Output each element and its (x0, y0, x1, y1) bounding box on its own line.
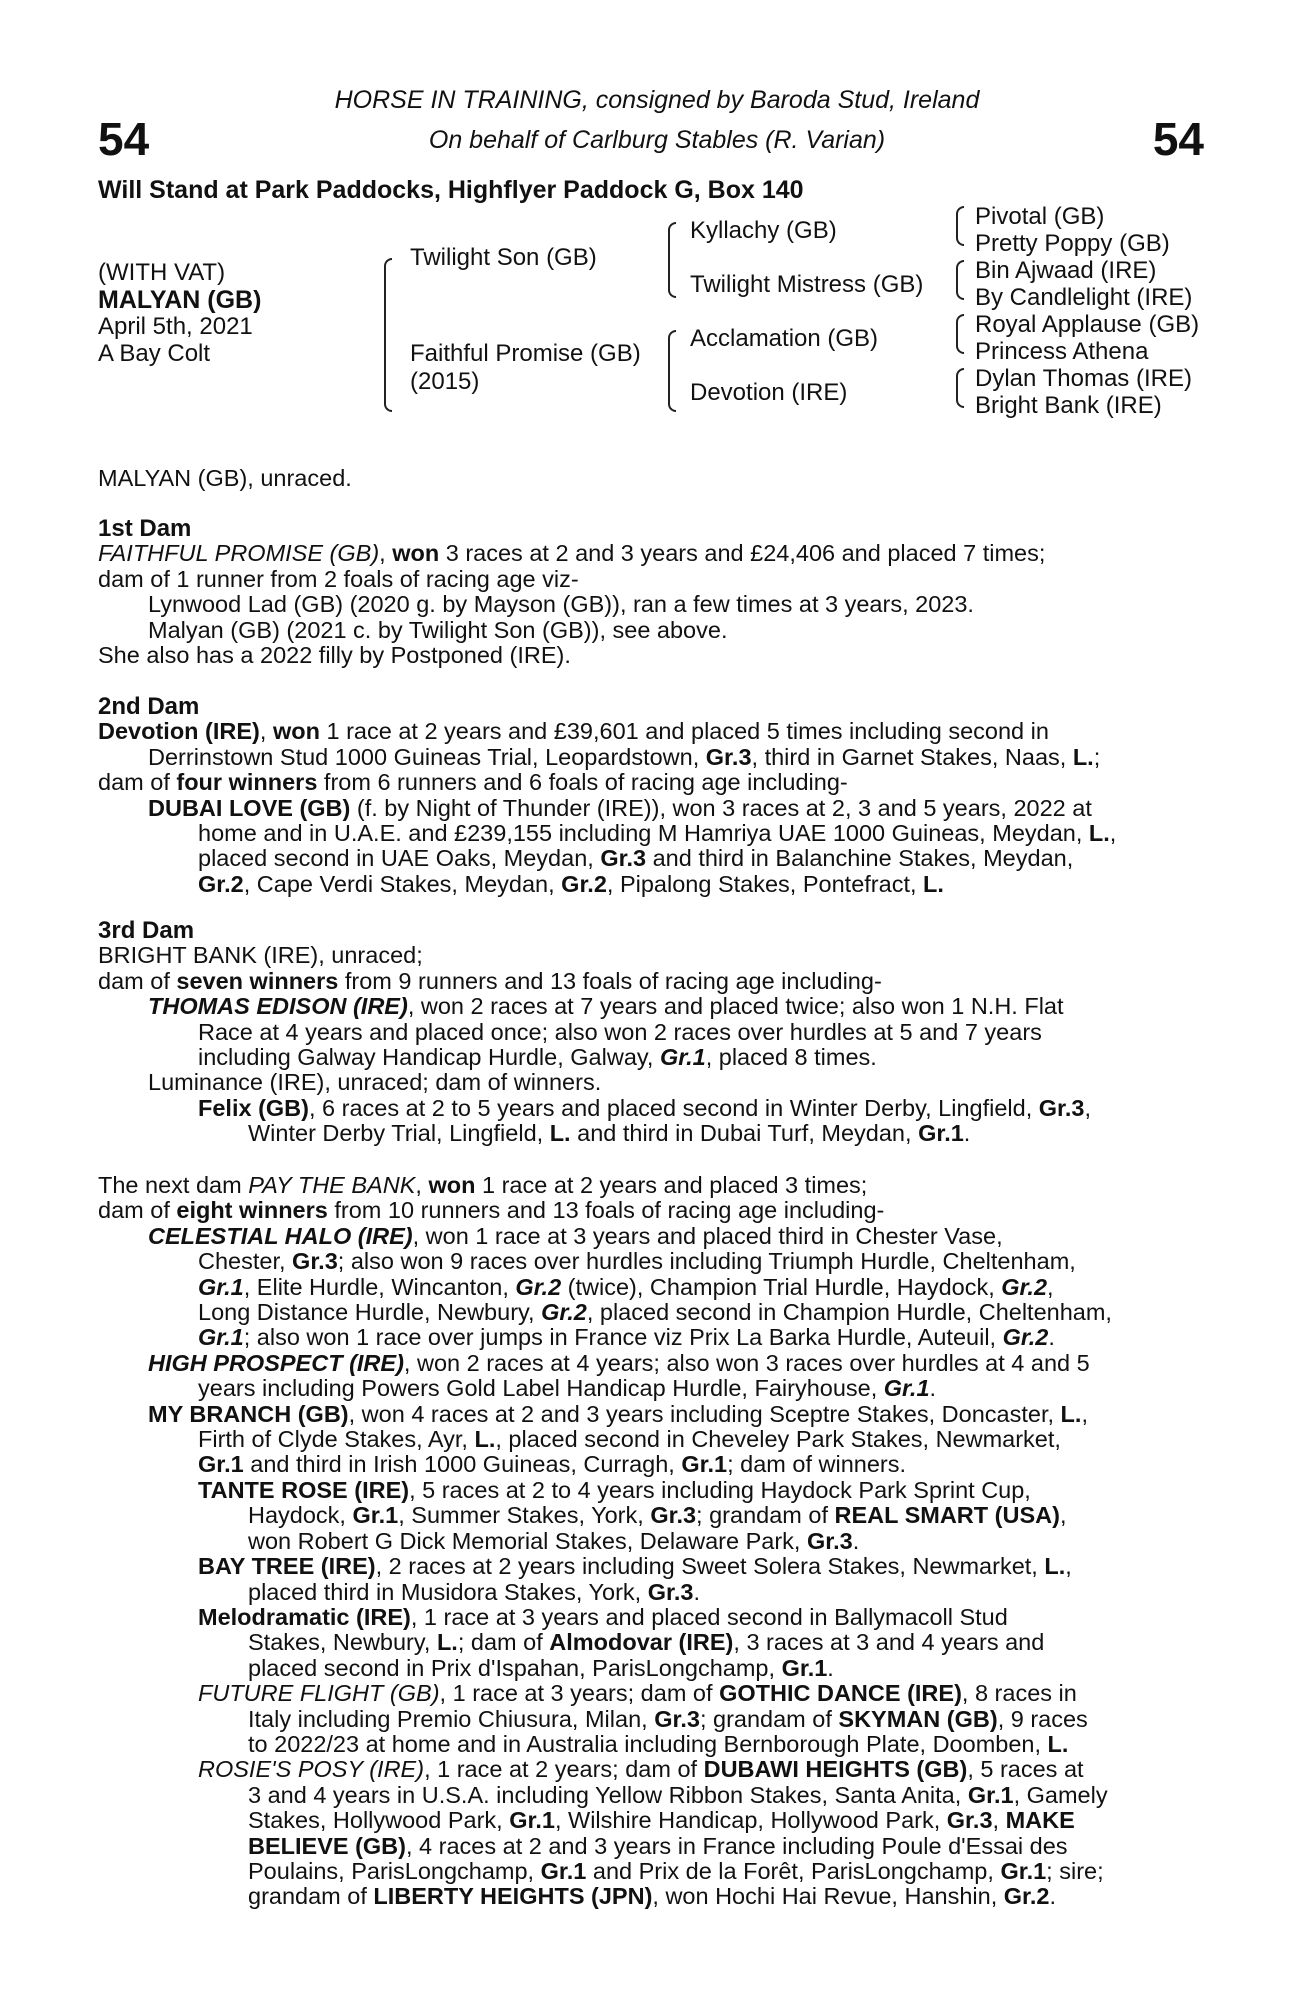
rosies-posy-e-grade-1: Gr.1 (540, 1857, 587, 1884)
lot-number-left: 54 (98, 113, 150, 165)
thomas-edison-entry (98, 994, 1203, 1070)
future-flight-entry (98, 1681, 1203, 1757)
first-dam-foal-2: Malyan (GB) (2021 c. by Twilight Son (GB)), see above. (148, 616, 728, 643)
celestial-halo-d1: Long Distance Hurdle, Newbury, (198, 1299, 542, 1326)
felix-a-grade: Gr.3 (1038, 1094, 1085, 1121)
dam-brace (668, 330, 676, 412)
celestial-halo-name: CELESTIAL HALO (IRE) (148, 1222, 413, 1249)
consignor-line: HORSE IN TRAINING, consigned by Baroda Stud, Ireland (334, 86, 980, 114)
second-dam-progeny-winners: four winners (176, 769, 318, 796)
tante-rose-b-grade: Gr.1 (352, 1502, 399, 1529)
third-dam-name: BRIGHT BANK (IRE), unraced; (98, 942, 423, 969)
dubai-love-a: (f. by Night of Thunder (IRE)), won 3 races at 2, 3 and 5 years, 2022 at (350, 794, 1092, 821)
thomas-edison-b: Race at 4 years and placed once; also won 2 races over hurdles at 5 and 7 years (198, 1018, 1042, 1045)
rosies-posy-c-grade-2: Gr.3 (946, 1807, 993, 1834)
second-dam-record-a: 1 race at 2 years and £39,601 and placed 5 times including second in (319, 718, 1049, 745)
celestial-halo-e-grade-1: Gr.1 (198, 1324, 244, 1351)
foaling-date: April 5th, 2021 (98, 313, 253, 340)
first-dam-name: FAITHFUL PROMISE (GB) (98, 540, 380, 567)
future-flight-b2: ; grandam of (699, 1705, 839, 1732)
my-branch-c1: and third in Irish 1000 Guineas, Curragh, (243, 1451, 682, 1478)
high-prospect-a: , won 2 races at 4 years; also won 3 races over hurdles at 4 and 5 (403, 1349, 1090, 1376)
horse-name: MALYAN (GB) (98, 286, 262, 314)
my-branch-a-listed: L. (1060, 1400, 1082, 1427)
third-dam-progeny-a: dam of (98, 967, 177, 994)
gen3-brace-2 (956, 260, 964, 300)
race-summary: MALYAN (GB), unraced. (98, 465, 352, 491)
next-dam-progeny-a: dam of (98, 1197, 177, 1224)
thomas-edison-c1: including Galway Handicap Hurdle, Galway, (198, 1044, 660, 1071)
gen3-dsd: Princess Athena (975, 338, 1149, 365)
next-dam-won: won (428, 1172, 476, 1198)
celestial-halo-b2: ; also won 9 races over hurdles including Triumph Hurdle, Cheltenham, (337, 1248, 1076, 1275)
rosies-posy-b-grade: Gr.1 (967, 1781, 1014, 1808)
gothic-dance-name: GOTHIC DANCE (IRE) (719, 1680, 962, 1707)
my-branch-name: MY BRANCH (GB) (148, 1400, 349, 1427)
celestial-halo-c-grade-2: Gr.2 (515, 1273, 562, 1300)
melodramatic-b-listed: L. (436, 1629, 458, 1656)
bay-tree-a2: , (1065, 1553, 1072, 1580)
sire-brace (668, 222, 676, 298)
gen3-ssd: Pretty Poppy (GB) (975, 230, 1170, 257)
felix-b2: and third in Dubai Turf, Meydan, (570, 1120, 919, 1147)
tante-rose-entry (98, 1478, 1203, 1554)
celestial-halo-c2: (twice), Champion Trial Hurdle, Haydock, (561, 1273, 1002, 1300)
second-dam-name: Devotion (IRE) (98, 718, 260, 745)
melodramatic-c1: placed second in Prix d'Ispahan, ParisLongchamp, (248, 1654, 782, 1681)
felix-name: Felix (GB) (198, 1094, 309, 1121)
gen3-dds: Dylan Thomas (IRE) (975, 365, 1192, 392)
celestial-halo-d-grade: Gr.2 (541, 1299, 587, 1326)
next-dam-intro-a: The next dam (98, 1172, 249, 1198)
gen3-dss: Royal Applause (GB) (975, 311, 1200, 338)
future-flight-b3: , 9 races (997, 1705, 1088, 1732)
real-smart-name: REAL SMART (USA) (834, 1502, 1060, 1529)
tante-rose-b4: , (1059, 1502, 1067, 1529)
melodramatic-c2: . (827, 1654, 834, 1681)
dubai-love-entry (98, 796, 1203, 898)
celestial-halo-e-grade-2: Gr.2 (1002, 1324, 1049, 1351)
celestial-halo-b-grade: Gr.3 (292, 1248, 338, 1275)
high-prospect-grade: Gr.1 (883, 1375, 930, 1402)
bay-tree-b1: placed third in Musidora Stakes, York, (248, 1578, 648, 1605)
second-dam-progeny-a: dam of (98, 769, 177, 796)
future-flight-name: FUTURE FLIGHT (GB) (198, 1680, 440, 1707)
bay-tree-a1: , 2 races at 2 years including Sweet Solera Stakes, Newmarket, (375, 1553, 1045, 1580)
rosies-posy-b1: 3 and 4 years in U.S.A. including Yellow Ribbon Stakes, Santa Anita, (248, 1781, 968, 1808)
future-flight-b-grade: Gr.3 (654, 1705, 700, 1732)
rosies-posy-name: ROSIE'S POSY (IRE) (198, 1756, 425, 1783)
horse-description: A Bay Colt (98, 340, 211, 367)
my-branch-b1: Firth of Clyde Stakes, Ayr, (198, 1426, 475, 1453)
celestial-halo-entry (98, 1224, 1203, 1351)
melodramatic-c-grade: Gr.1 (781, 1654, 828, 1681)
dubai-love-d2: , Pipalong Stakes, Pontefract, (606, 870, 924, 897)
third-dam-heading: 3rd Dam (98, 917, 195, 944)
dubai-love-d-grade-1: Gr.2 (198, 870, 244, 897)
make-believe-name-a: MAKE (1005, 1807, 1075, 1834)
lot-number-right: 54 (1152, 113, 1204, 165)
felix-entry (98, 1096, 1203, 1147)
tante-rose-b-grade-2: Gr.3 (650, 1502, 697, 1529)
tante-rose-c2: . (852, 1527, 860, 1554)
second-dam-record-grade: Gr.3 (705, 743, 752, 770)
my-branch-a1: , won 4 races at 2 and 3 years including Sceptre Stakes, Doncaster, (348, 1400, 1061, 1427)
rosies-posy-f2: , won Hochi Hai Revue, Hanshin, (652, 1883, 1004, 1910)
skyman-name: SKYMAN (GB) (838, 1705, 998, 1732)
dubai-love-d-listed: L. (923, 870, 944, 897)
thomas-edison-c2: , placed 8 times. (705, 1044, 877, 1071)
felix-b-grade: Gr.1 (918, 1120, 964, 1147)
third-dam-section (98, 918, 1203, 1147)
gen3-ddd: Bright Bank (IRE) (975, 392, 1162, 419)
make-believe-name-b: BELIEVE (GB) (248, 1832, 406, 1859)
bay-tree-b-grade: Gr.3 (647, 1578, 694, 1605)
my-branch-a2: , (1081, 1400, 1088, 1427)
sire-sire: Kyllachy (GB) (690, 217, 837, 244)
dam-year: (2015) (410, 368, 480, 395)
gen3-brace-4 (956, 368, 964, 408)
celestial-halo-e2: . (1048, 1324, 1055, 1351)
rosies-posy-a2: , 5 races at (967, 1756, 1084, 1783)
gen3-brace-3 (956, 314, 964, 354)
on-behalf-line: On behalf of Carlburg Stables (R. Varian) (428, 126, 886, 154)
gen3-brace-1 (956, 206, 964, 246)
rosies-posy-b2: , Gamely (1013, 1781, 1108, 1808)
my-branch-b-listed: L. (474, 1426, 496, 1453)
melodramatic-b3: , 3 races at 3 and 4 years and (733, 1629, 1045, 1656)
rosies-posy-e3: ; sire; (1046, 1857, 1104, 1884)
melodramatic-b2: ; dam of (457, 1629, 550, 1656)
gen3-sss: Pivotal (GB) (975, 203, 1105, 230)
thomas-edison-name: THOMAS EDISON (IRE) (148, 993, 408, 1020)
second-dam-record-listed: L. (1072, 743, 1094, 770)
my-branch-c-grade-1: Gr.1 (198, 1451, 244, 1478)
felix-a2: , (1084, 1094, 1092, 1121)
next-dam-section (98, 1173, 1203, 1910)
celestial-halo-a: , won 1 race at 3 years and placed third in Chester Vase, (412, 1222, 1003, 1249)
felix-b1: Winter Derby Trial, Lingfield, (248, 1120, 550, 1147)
vat-note: (WITH VAT) (98, 259, 226, 286)
dubai-love-d-grade-2: Gr.2 (561, 870, 607, 897)
rosies-posy-a1: , 1 race at 2 years; dam of (424, 1756, 704, 1783)
bay-tree-name: BAY TREE (IRE) (198, 1553, 376, 1580)
dubawi-heights-name: DUBAWI HEIGHTS (GB) (703, 1756, 968, 1783)
rosies-posy-c2: , Wilshire Handicap, Hollywood Park, (554, 1807, 947, 1834)
thomas-edison-a: , won 2 races at 7 years and placed twice; also won 1 N.H. Flat (407, 993, 1064, 1020)
my-branch-c-grade-2: Gr.1 (681, 1451, 728, 1478)
pedigree-brace (384, 258, 392, 412)
liberty-heights-name: LIBERTY HEIGHTS (JPN) (373, 1883, 653, 1910)
second-dam-section: 2nd Dam Devotion (IRE), won 1 race at 2 years and £39,601 and placed 5 times including second in Derrinstown Stud 1000 Guineas Trial, Leopardstown, Gr.3, third in Garnet Stakes, Naas, L.; dam of four winners from 6 runners and 6 foals of racing age including- DUBAI LOVE (GB) (f. by Night of Thunder (IRE)), won 3 races at 2, 3 and 5 years, 2022 at home and in U.A.E. and £239,155 including M Hamriya UAE 1000 Guineas, Meydan, L., placed second in UAE Oaks, Meydan, Gr.3 and third in Balanchine Stakes, Meydan, Gr.2, Cape Verdi Stakes, Meydan, Gr.2, Pipalong Stakes, Pontefract, L. (98, 694, 1203, 897)
future-flight-c-listed: L. (1047, 1730, 1069, 1757)
rosies-posy-f1: grandam of (248, 1883, 374, 1910)
tante-rose-c-grade: Gr.3 (806, 1527, 853, 1554)
dubai-love-d1: , Cape Verdi Stakes, Meydan, (243, 870, 562, 897)
luminance-entry: Luminance (IRE), unraced; dam of winners. (148, 1069, 602, 1096)
stand-location: Will Stand at Park Paddocks, Highflyer Paddock G, Box 140 (98, 176, 804, 204)
first-dam-heading: 1st Dam (98, 515, 192, 542)
celestial-halo-c-grade-3: Gr.2 (1001, 1273, 1048, 1300)
first-dam-won: won (392, 540, 440, 567)
felix-a1: , 6 races at 2 to 5 years and placed second in Winter Derby, Lingfield, (308, 1094, 1039, 1121)
tante-rose-b3: ; grandam of (696, 1502, 835, 1529)
melodramatic-entry (98, 1605, 1203, 1681)
high-prospect-b2: . (929, 1375, 937, 1402)
dam-name: Faithful Promise (GB) (410, 340, 641, 367)
rosies-posy-entry (98, 1757, 1203, 1909)
tante-rose-b1: Haydock, (248, 1502, 353, 1529)
high-prospect-name: HIGH PROSPECT (IRE) (148, 1349, 404, 1376)
celestial-halo-c3: , (1047, 1273, 1054, 1300)
tante-rose-a: , 5 races at 2 to 4 years including Haydock Park Sprint Cup, (409, 1476, 1031, 1503)
third-dam-progeny-winners: seven winners (176, 967, 339, 994)
bay-tree-a-listed: L. (1044, 1553, 1066, 1580)
rosies-posy-e-grade-2: Gr.1 (1000, 1857, 1047, 1884)
high-prospect-b1: years including Powers Gold Label Handicap Hurdle, Fairyhouse, (198, 1375, 884, 1402)
celestial-halo-e1: ; also won 1 race over jumps in France viz Prix La Barka Hurdle, Auteuil, (243, 1324, 1003, 1351)
next-dam-intro-c: 1 race at 2 years and placed 3 times; (475, 1172, 868, 1198)
rosies-posy-c3: , (992, 1807, 1006, 1834)
rosies-posy-e2: and Prix de la Forêt, ParisLongchamp, (586, 1857, 1001, 1884)
my-branch-c2: ; dam of winners. (727, 1451, 907, 1478)
next-dam-progeny-c: from 10 runners and 13 foals of racing age including- (327, 1197, 885, 1224)
rosies-posy-e1: Poulains, ParisLongchamp, (248, 1857, 541, 1884)
second-dam-record-b2: , third in Garnet Stakes, Naas, (751, 743, 1073, 770)
first-dam-foal-1: Lynwood Lad (GB) (2020 g. by Mayson (GB)), ran a few times at 3 years, 2023. (148, 591, 974, 618)
my-branch-b2: , placed second in Cheveley Park Stakes, Newmarket, (495, 1426, 1061, 1453)
melodramatic-b1: Stakes, Newbury, (248, 1629, 437, 1656)
dubai-love-c1: placed second in UAE Oaks, Meydan, (198, 845, 601, 872)
rosies-posy-c1: Stakes, Hollywood Park, (248, 1807, 510, 1834)
rosies-posy-c-grade-1: Gr.1 (509, 1807, 555, 1834)
sire-name: Twilight Son (GB) (410, 244, 597, 271)
celestial-halo-c1: , Elite Hurdle, Wincanton, (243, 1273, 516, 1300)
tante-rose-name: TANTE ROSE (IRE) (198, 1476, 410, 1503)
dubai-love-c2: and third in Balanchine Stakes, Meydan, (646, 845, 1074, 872)
celestial-halo-d2: , placed second in Champion Hurdle, Cheltenham, (586, 1299, 1112, 1326)
bay-tree-b2: . (693, 1578, 700, 1605)
future-flight-c1: to 2022/23 at home and in Australia including Bernborough Plate, Doomben, (248, 1730, 1048, 1757)
first-dam-section: 1st Dam FAITHFUL PROMISE (GB), won 3 races at 2 and 3 years and £24,406 and placed 7 times; dam of 1 runner from 2 foals of racing age viz- Lynwood Lad (GB) (2020 g. by Mayson (GB)), ran a few times at 3 years, 2023. Malyan (GB) (2021 c. by Twilight Son (GB)), see above. She also has a 2022 filly by Postponed (IRE). (98, 516, 1203, 668)
dam-sire: Acclamation (GB) (690, 325, 879, 352)
second-dam-heading: 2nd Dam (98, 693, 200, 720)
melodramatic-a: , 1 race at 3 years and placed second in Ballymacoll Stud (410, 1603, 1008, 1630)
dubai-love-c-grade: Gr.3 (600, 845, 647, 872)
second-dam-record-b3: ; (1093, 743, 1101, 770)
felix-b-listed: L. (549, 1120, 571, 1147)
second-dam-won: won (272, 718, 320, 745)
first-dam-progeny: dam of 1 runner from 2 foals of racing age viz- (98, 565, 579, 592)
tante-rose-c1: won Robert G Dick Memorial Stakes, Delaware Park, (248, 1527, 807, 1554)
first-dam-record: 3 races at 2 and 3 years and £24,406 and placed 7 times; (439, 540, 1046, 567)
my-branch-entry (98, 1402, 1203, 1478)
future-flight-a1: , 1 race at 3 years; dam of (439, 1680, 720, 1707)
next-dam-progeny-winners: eight winners (176, 1197, 328, 1224)
bay-tree-entry (98, 1554, 1203, 1605)
celestial-halo-c-grade-1: Gr.1 (198, 1273, 244, 1300)
next-dam-name: PAY THE BANK (248, 1172, 416, 1198)
second-dam-progeny-c: from 6 runners and 6 foals of racing age including- (317, 769, 848, 796)
rosies-posy-f-grade: Gr.2 (1003, 1883, 1050, 1910)
thomas-edison-grade: Gr.1 (659, 1044, 706, 1071)
next-dam-intro-b: , (415, 1172, 429, 1198)
almodovar-name: Almodovar (IRE) (549, 1629, 734, 1656)
first-dam-note: She also has a 2022 filly by Postponed (IRE). (98, 642, 571, 669)
celestial-halo-b1: Chester, (198, 1248, 293, 1275)
third-dam-progeny-c: from 9 runners and 13 foals of racing age including- (338, 967, 882, 994)
gen3-sdd: By Candlelight (IRE) (975, 284, 1193, 311)
gen3-sds: Bin Ajwaad (IRE) (975, 257, 1157, 284)
felix-b3: . (963, 1120, 971, 1147)
high-prospect-entry (98, 1351, 1203, 1402)
rosies-posy-d1: , 4 races at 2 and 3 years in France including Poule d'Essai des (405, 1832, 1068, 1859)
dubai-love-b1: home and in U.A.E. and £239,155 including M Hamriya UAE 1000 Guineas, Meydan, (198, 820, 1089, 847)
future-flight-b1: Italy including Premio Chiusura, Milan, (248, 1705, 655, 1732)
rosies-posy-f3: . (1049, 1883, 1057, 1910)
melodramatic-name: Melodramatic (IRE) (198, 1603, 411, 1630)
dubai-love-b-listed: L. (1088, 820, 1110, 847)
future-flight-a2: , 8 races in (961, 1680, 1077, 1707)
dubai-love-b2: , (1109, 820, 1117, 847)
tante-rose-b2: , Summer Stakes, York, (398, 1502, 651, 1529)
second-dam-record-b1: Derrinstown Stud 1000 Guineas Trial, Leopardstown, (148, 743, 706, 770)
dam-dam: Devotion (IRE) (690, 379, 848, 406)
sire-dam: Twilight Mistress (GB) (690, 271, 924, 298)
dubai-love-name: DUBAI LOVE (GB) (148, 794, 351, 821)
